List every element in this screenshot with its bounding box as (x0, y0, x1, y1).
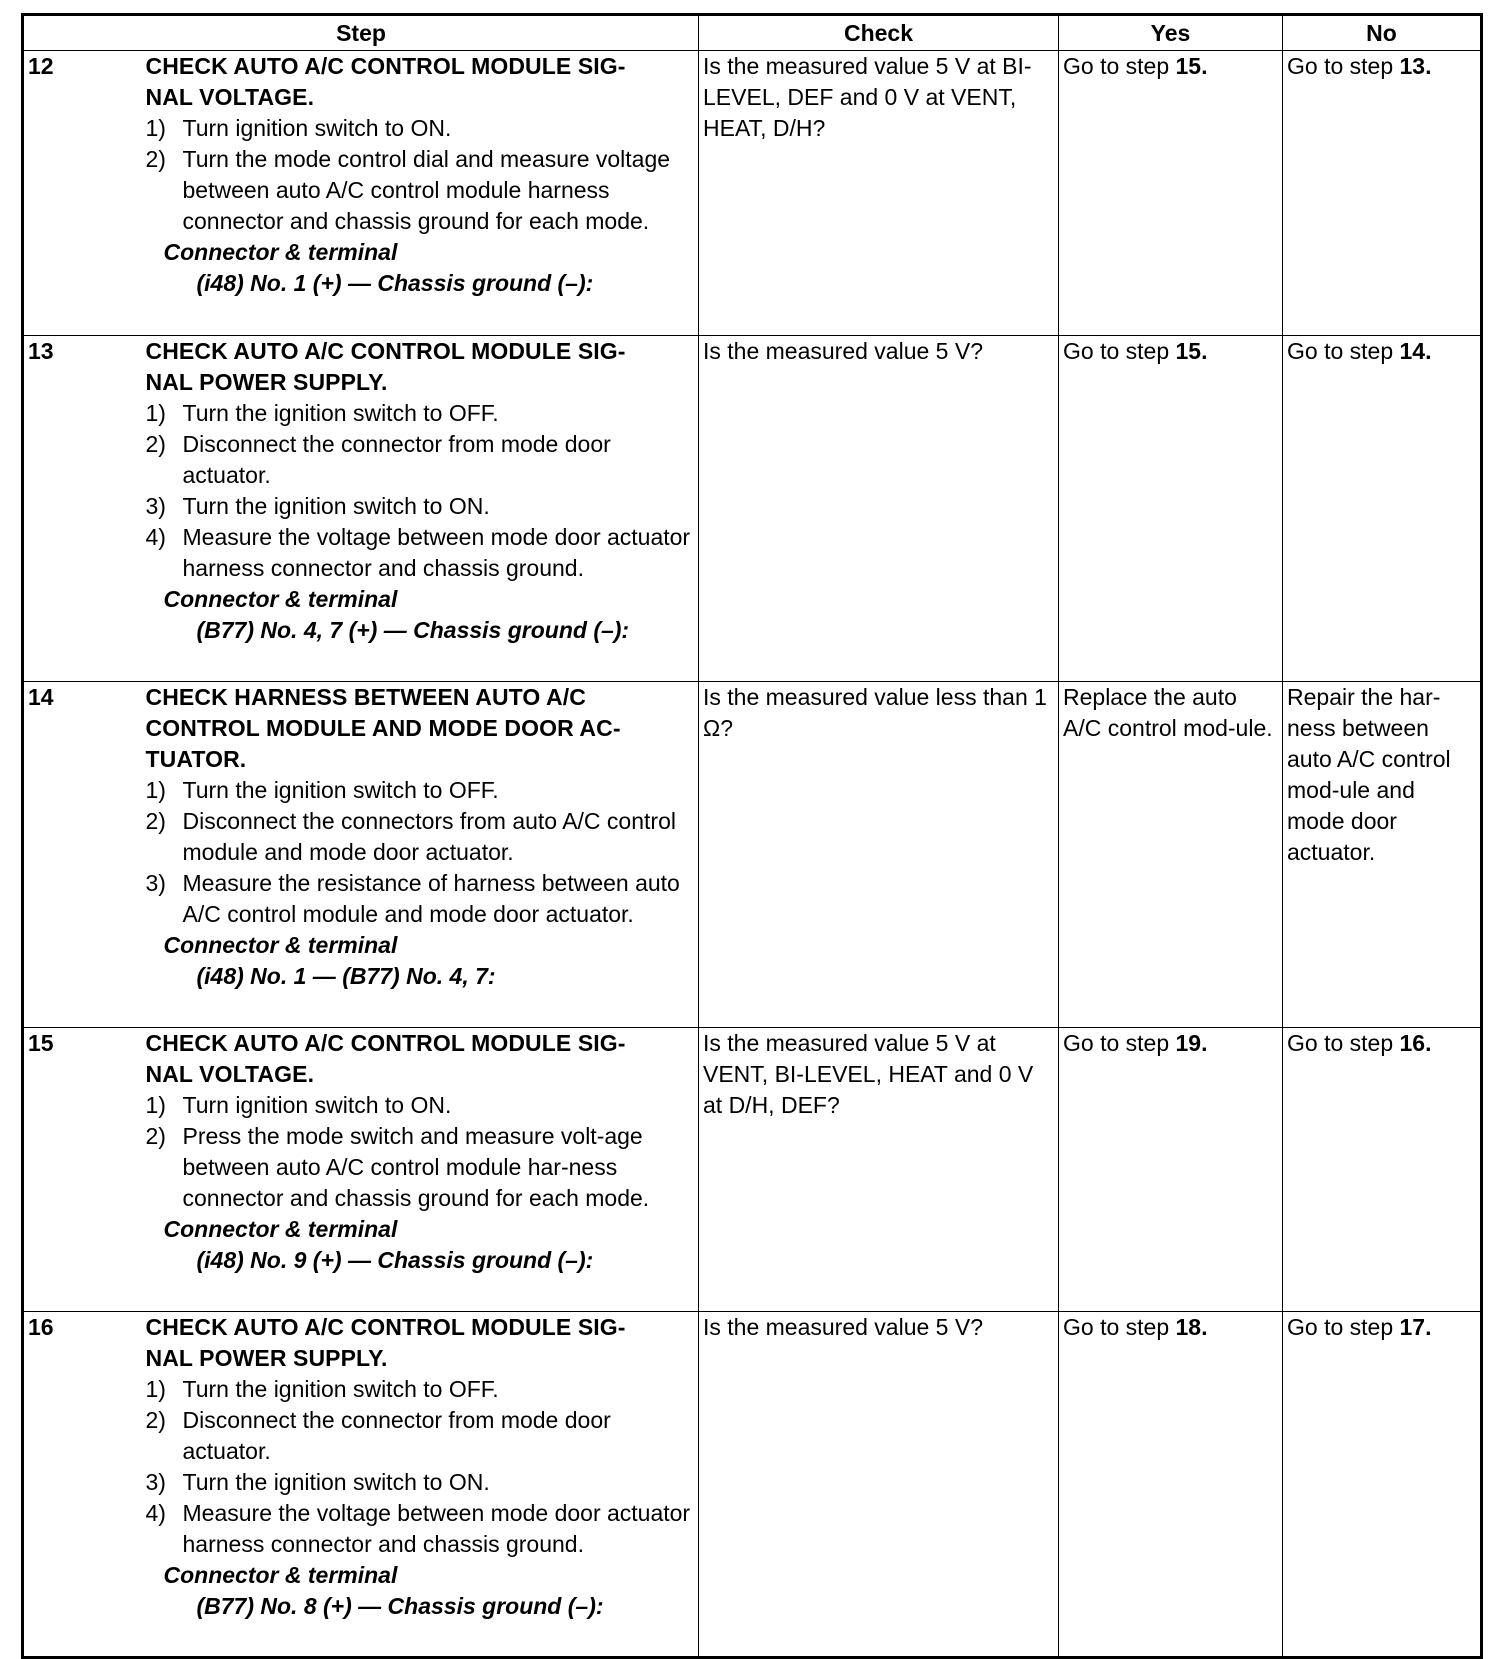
table-row (23, 1028, 1482, 1312)
step-number: 15 (23, 1028, 142, 1312)
procedure-item: 2) Turn the mode control dial and measure voltage between auto A/C control module harness connector and chassis ground for each mode. (145, 146, 671, 234)
check-cell: Is the measured value 5 V at BI-LEVEL, DEF and 0 V at VENT, HEAT, D/H? (699, 51, 1059, 336)
procedure-item: 2) Disconnect the connector from mode door actuator. (145, 431, 611, 488)
header-yes: Yes (1059, 15, 1283, 51)
check-cell: Is the measured value 5 V? (699, 336, 1059, 682)
header-row (23, 15, 1482, 51)
procedure-item: 3) Measure the resistance of harness between auto A/C control module and mode door actuator. (145, 870, 680, 927)
step-number: 13 (23, 336, 142, 682)
terminal-spec: (i48) No. 9 (+) — Chassis ground (–): (196, 1247, 594, 1273)
connector-label: Connector & terminal (163, 586, 398, 612)
step-title: CHECK AUTO A/C CONTROL MODULE SIG- NAL VOLTAGE. (145, 53, 626, 110)
no-cell: Go to step 14. (1283, 336, 1482, 682)
terminal-spec: (B77) No. 4, 7 (+) — Chassis ground (–): (196, 617, 630, 643)
diagnostic-table (21, 13, 1483, 1659)
step-cell (142, 682, 699, 1028)
check-cell: Is the measured value 5 V? (699, 1312, 1059, 1658)
header-step: Step (23, 15, 699, 51)
procedure-item: 2) Disconnect the connector from mode door actuator. (145, 1407, 611, 1464)
step-title: CHECK AUTO A/C CONTROL MODULE SIG- NAL VOLTAGE. (145, 1030, 626, 1087)
procedure-item: 4) Measure the voltage between mode door actuator harness connector and chassis ground. (145, 524, 691, 581)
header-check: Check (699, 15, 1059, 51)
procedure-item: 1) Turn the ignition switch to OFF. (145, 777, 499, 803)
step-title: CHECK AUTO A/C CONTROL MODULE SIG- NAL POWER SUPPLY. (145, 338, 626, 395)
step-number: 12 (23, 51, 142, 336)
procedure-item: 2) Press the mode switch and measure volt-age between auto A/C control module har-ness connector and chassis ground for each mode. (145, 1123, 650, 1211)
step-cell (142, 1028, 699, 1312)
check-cell: Is the measured value 5 V at VENT, BI-LEVEL, HEAT and 0 V at D/H, DEF? (699, 1028, 1059, 1312)
no-cell: Go to step 17. (1283, 1312, 1482, 1658)
connector-label: Connector & terminal (163, 239, 398, 265)
yes-cell: Go to step 15. (1059, 51, 1283, 336)
yes-cell: Go to step 18. (1059, 1312, 1283, 1658)
table-row (23, 51, 1482, 336)
table-row (23, 1312, 1482, 1658)
step-cell (142, 51, 699, 336)
procedure-item: 3) Turn the ignition switch to ON. (145, 1469, 490, 1495)
terminal-spec: (i48) No. 1 (+) — Chassis ground (–): (196, 270, 594, 296)
procedure-item: 4) Measure the voltage between mode door actuator harness connector and chassis ground. (145, 1500, 691, 1557)
step-cell (142, 336, 699, 682)
check-cell: Is the measured value less than 1 Ω? (699, 682, 1059, 1028)
step-number: 14 (23, 682, 142, 1028)
procedure-item: 1) Turn ignition switch to ON. (145, 1092, 452, 1118)
no-cell: Go to step 13. (1283, 51, 1482, 336)
procedure-item: 1) Turn the ignition switch to OFF. (145, 400, 499, 426)
procedure-item: 2) Disconnect the connectors from auto A/C control module and mode door actuator. (145, 808, 676, 865)
terminal-spec: (i48) No. 1 — (B77) No. 4, 7: (196, 963, 496, 989)
step-number: 16 (23, 1312, 142, 1658)
procedure-item: 1) Turn the ignition switch to OFF. (145, 1376, 499, 1402)
procedure-item: 3) Turn the ignition switch to ON. (145, 493, 490, 519)
procedure-item: 1) Turn ignition switch to ON. (145, 115, 452, 141)
no-cell: Repair the har-ness between auto A/C control mod-ule and mode door actuator. (1283, 682, 1482, 1028)
connector-label: Connector & terminal (163, 1562, 398, 1588)
connector-label: Connector & terminal (163, 932, 398, 958)
yes-cell: Replace the auto A/C control mod-ule. (1059, 682, 1283, 1028)
table-row (23, 336, 1482, 682)
terminal-spec: (B77) No. 8 (+) — Chassis ground (–): (196, 1593, 604, 1619)
table-row (23, 682, 1482, 1028)
step-title: CHECK HARNESS BETWEEN AUTO A/C CONTROL MODULE AND MODE DOOR AC- TUATOR. (145, 684, 621, 772)
yes-cell: Go to step 19. (1059, 1028, 1283, 1312)
connector-label: Connector & terminal (163, 1216, 398, 1242)
no-cell: Go to step 16. (1283, 1028, 1482, 1312)
step-title: CHECK AUTO A/C CONTROL MODULE SIG- NAL POWER SUPPLY. (145, 1314, 626, 1371)
header-no: No (1283, 15, 1482, 51)
yes-cell: Go to step 15. (1059, 336, 1283, 682)
step-cell (142, 1312, 699, 1658)
